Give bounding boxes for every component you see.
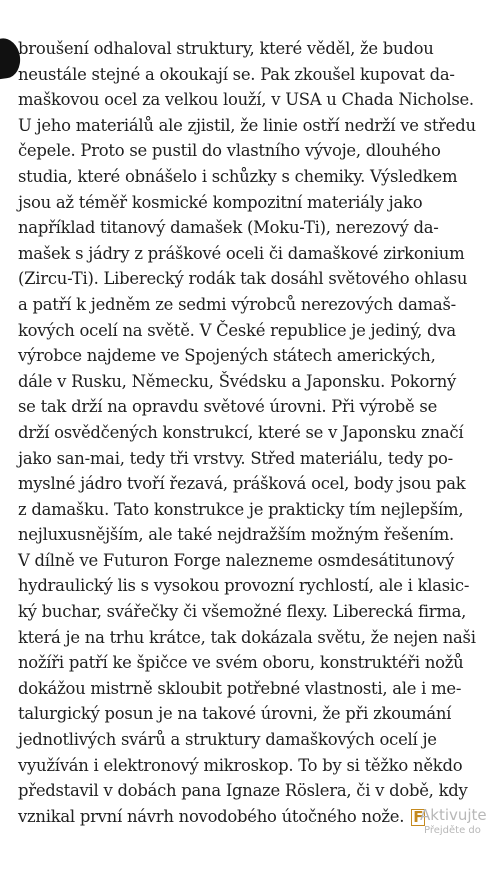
watermark-title: Aktivujte <box>420 806 487 824</box>
text-line: využíván i elektronový mikroskop. To by si těžko někdo <box>18 755 463 775</box>
text-line: broušení odhaloval struktury, které věděl, že budou <box>18 39 434 58</box>
text-line: jednotlivých svárů a struktury damaškových ocelí je <box>18 730 437 750</box>
end-mark-icon: F <box>413 807 424 826</box>
text-line: kových ocelí na světě. V České republice je jediný, dva <box>18 320 456 340</box>
text-line: mašek s jádry z práškové oceli či damaškové zirkonium <box>18 243 465 263</box>
text-line: maškovou ocel za velkou louží, v USA u Chada Nicholse. <box>18 90 474 110</box>
text-line: ký buchar, svářečky či všemožné flexy. Liberecká firma, <box>18 602 467 622</box>
text-line: V dílně ve Futuron Forge nalezneme osmdesátitunový <box>18 550 455 570</box>
text-line: neustále stejné a okoukají se. Pak zkoušel kupovat da- <box>18 64 455 84</box>
text-line: U jeho materiálů ale zjistil, že linie ostří nedrží ve středu <box>18 115 476 135</box>
watermark-subtitle: Přejděte do <box>424 825 481 836</box>
text-line: myslné jádro tvoří řezavá, prášková ocel, body jsou pak <box>18 474 466 494</box>
text-line: hydraulický lis s vysokou provozní rychlostí, ale i klasic- <box>18 576 470 596</box>
text-line: která je na trhu krátce, tak dokázala světu, že nejen naši <box>18 627 476 647</box>
text-line: talurgický posun je na takové úrovni, že při zkoumání <box>18 704 452 724</box>
activation-watermark <box>420 806 487 838</box>
text-line: (Zircu-Ti). Liberecký rodák tak dosáhl světového ohlasu <box>18 269 468 289</box>
text-line: čepele. Proto se pustil do vlastního vývoje, dlouhého <box>18 141 441 161</box>
text-line: dokážou mistrně skloubit potřebné vlastnosti, ale i me- <box>18 678 462 698</box>
text-line: nožíři patří ke špičce ve svém oboru, konstruktéři nožů <box>18 653 464 673</box>
text-line: nejluxusnějším, ale také nejdražším možným řešením. <box>18 525 454 545</box>
text-line: studia, které obnášelo i schůzky s chemiky. Výsledkem <box>18 166 458 186</box>
text-line: jako san-mai, tedy tři vrstvy. Střed materiálu, tedy po- <box>18 448 453 468</box>
text-line: představil v dobách pana Ignaze Röslera, či v době, kdy <box>18 781 468 801</box>
text-line: jsou až téměř kosmické kompozitní materiály jako <box>18 192 423 212</box>
article-body <box>18 36 490 829</box>
text-line: a patří k jedněm ze sedmi výrobců nerezových damaš- <box>18 294 456 314</box>
text-line: se tak drží na opravdu světové úrovni. Při výrobě se <box>18 397 438 417</box>
text-line: například titanový damašek (Moku-Ti), nerezový da- <box>18 218 439 238</box>
text-line: dále v Rusku, Německu, Švédsku a Japonsku. Pokorný <box>18 371 457 391</box>
text-line: drží osvědčených konstrukcí, které se v Japonsku značí <box>18 422 464 442</box>
text-line: výrobce najdeme ve Spojených státech amerických, <box>18 346 436 366</box>
text-line-last-content: vznikal první návrh novodobého útočného nože. <box>18 806 405 826</box>
text-line: z damašku. Tato konstrukce je prakticky tím nejlepším, <box>18 499 464 519</box>
